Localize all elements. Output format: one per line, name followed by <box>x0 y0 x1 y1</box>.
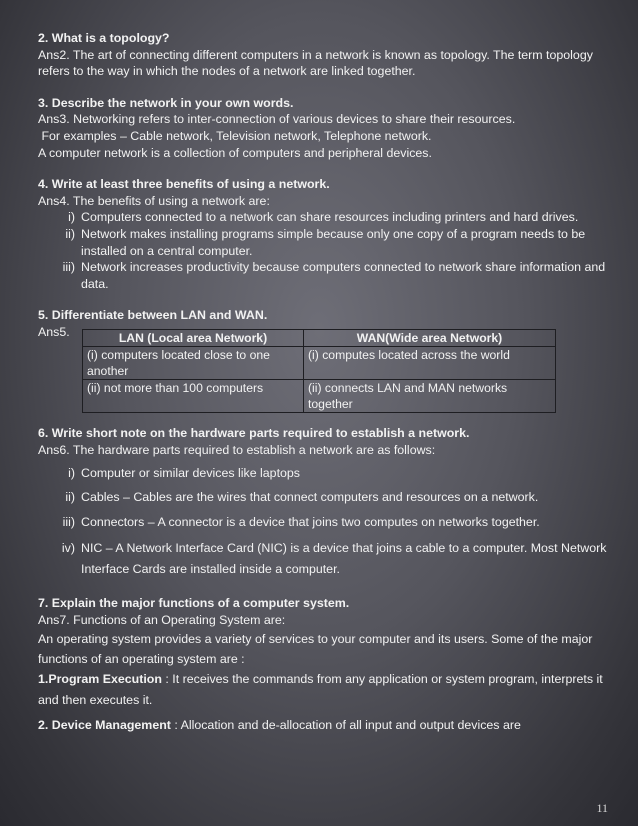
list-number: ii) <box>65 226 75 241</box>
list-item <box>38 489 608 506</box>
lan-wan-table <box>82 329 556 414</box>
function-text: : It receives the commands from any application or system program, interprets it and then executes it. <box>38 671 603 707</box>
table-header: WAN(Wide area Network) <box>304 329 556 347</box>
function-item <box>38 669 608 711</box>
list-text: Computer or similar devices like laptops <box>81 465 300 480</box>
list-text: Cables – Cables are the wires that connect computers and resources on a network. <box>81 490 539 505</box>
list-number: iii) <box>62 260 75 275</box>
question-heading: 7. Explain the major functions of a computer system. <box>38 596 350 611</box>
list-item <box>38 226 608 259</box>
function-label: 2. Device Management <box>38 717 171 732</box>
answer-line: A computer network is a collection of computers and peripheral devices. <box>38 145 432 160</box>
table-cell: (ii) connects LAN and MAN networks together <box>304 380 556 413</box>
answer-intro: Ans4. The benefits of using a network are: <box>38 193 270 208</box>
question-heading: 5. Differentiate between LAN and WAN. <box>38 308 268 323</box>
function-text: : Allocation and de-allocation of all input and output devices are <box>170 717 521 732</box>
question-3 <box>38 95 608 161</box>
question-heading: 4. Write at least three benefits of using a network. <box>38 177 330 192</box>
answer-intro: Ans5. <box>38 324 70 339</box>
answer-line: Ans3. Networking refers to inter-connection of various devices to share their resources. <box>38 112 516 127</box>
function-item <box>38 717 608 734</box>
table-row <box>83 380 556 413</box>
list-number: i) <box>68 210 75 225</box>
question-heading: 6. Write short note on the hardware parts required to establish a network. <box>38 426 470 441</box>
table-cell: (i) computes located across the world <box>304 347 556 380</box>
question-heading: 2. What is a topology? <box>38 31 170 45</box>
list-text: Network makes installing programs simple because only one copy of a program needs to be installed on a central computer. <box>81 226 586 258</box>
document-page <box>38 30 608 733</box>
function-label: 1.Program Execution <box>38 671 162 686</box>
table-cell: (i) computers located close to one another <box>83 347 304 380</box>
answer-text: Ans2. The art of connecting different computers in a network is known as topology. The term topology refers to the way in which the nodes of a network are linked together. <box>38 47 593 79</box>
list-number: iv) <box>61 541 75 556</box>
list-item <box>38 538 608 580</box>
list-number: i) <box>68 465 75 480</box>
question-heading: 3. Describe the network in your own words. <box>38 95 294 110</box>
question-7 <box>38 595 608 733</box>
list-text: NIC – A Network Interface Card (NIC) is a device that joins a cable to a computer. Most Network Interface Cards are installed inside a computer. <box>81 541 607 577</box>
list-text: Network increases productivity because computers connected to network share information and data. <box>81 260 606 291</box>
list-number: iii) <box>62 514 75 529</box>
list-text: Connectors – A connector is a device that joins two computes on networks together. <box>81 514 540 529</box>
table-header-row <box>83 329 556 347</box>
benefits-list <box>38 209 608 292</box>
list-item <box>38 209 608 226</box>
list-item <box>38 465 608 482</box>
answer-intro: Ans6. The hardware parts required to establish a network are as follows: <box>38 443 436 457</box>
list-item <box>38 259 608 292</box>
table-row <box>83 347 556 380</box>
list-text: Computers connected to a network can share resources including printers and hard drives. <box>81 210 579 225</box>
answer-intro: Ans7. Functions of an Operating System are: <box>38 612 286 627</box>
question-2 <box>38 30 608 80</box>
list-number: ii) <box>65 490 75 505</box>
question-4 <box>38 176 608 292</box>
page-number: 11 <box>596 801 608 815</box>
hardware-list <box>38 465 608 581</box>
list-item <box>38 514 608 531</box>
answer-line: For examples – Cable network, Television network, Telephone network. <box>38 128 432 143</box>
question-5 <box>38 307 608 413</box>
table-cell: (ii) not more than 100 computers <box>83 380 304 413</box>
table-header: LAN (Local area Network) <box>83 329 304 347</box>
answer-paragraph: An operating system provides a variety of services to your computer and its users. Some of the major functions of an operating system are : <box>38 631 593 666</box>
question-6 <box>38 425 608 580</box>
